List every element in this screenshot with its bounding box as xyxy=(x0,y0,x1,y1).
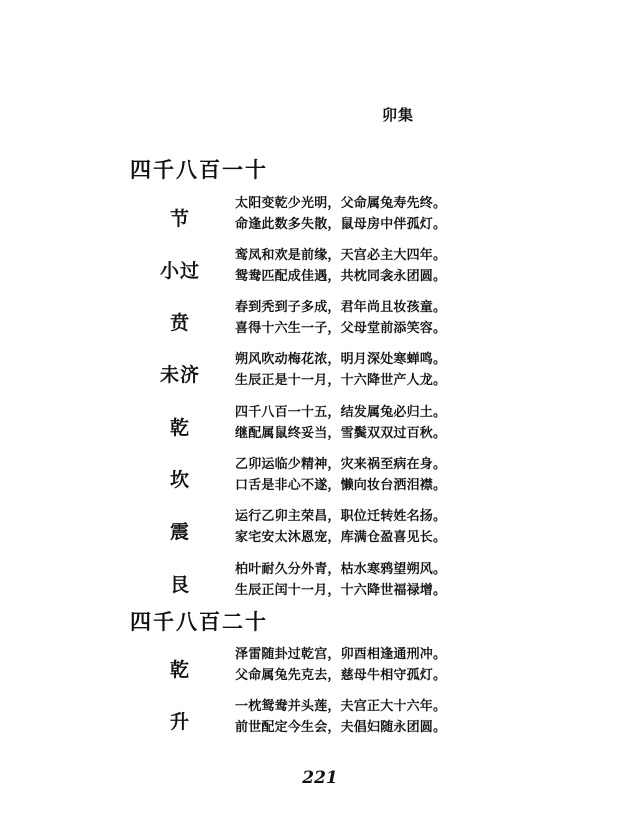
gua-name: 升 xyxy=(169,711,190,733)
verse-line: 喜得十六生一子，父母堂前添笑容。 xyxy=(235,321,447,336)
gua-name: 坎 xyxy=(169,469,190,491)
verse-line: 乙卯运临少精神，灾来祸至病在身。 xyxy=(235,457,447,472)
verse-line: 太阳变乾少光明，父命属兔寿先终。 xyxy=(235,196,447,211)
entry xyxy=(130,348,460,392)
verse-line: 柏叶耐久分外青，枯水寒鸦望朔风。 xyxy=(235,562,447,577)
entry xyxy=(130,244,460,288)
entry xyxy=(130,453,460,497)
gua-name: 未济 xyxy=(159,364,200,386)
gua-name: 乾 xyxy=(169,417,190,439)
entry xyxy=(130,643,460,687)
verse-line: 前世配定今生会，夫倡妇随永团圆。 xyxy=(235,720,447,735)
gua-name: 乾 xyxy=(169,659,190,681)
entry xyxy=(130,505,460,549)
verse-line: 朔风吹动梅花浓，明月深处寒蝉鸣。 xyxy=(235,352,447,367)
running-head: 卯集 xyxy=(382,106,415,124)
verse-line: 口舌是非心不遂，懒向妆台洒泪襟。 xyxy=(235,478,447,493)
gua-name: 贲 xyxy=(169,312,190,334)
page-number: 221 xyxy=(302,768,338,788)
entry xyxy=(130,558,460,602)
entry xyxy=(130,192,460,236)
entry xyxy=(130,695,460,739)
gua-name: 震 xyxy=(169,521,190,543)
verse-line: 家宅安太沐恩宠，库满仓盈喜见长。 xyxy=(235,530,447,545)
verse-line: 运行乙卯主荣昌，职位迁转姓名扬。 xyxy=(235,509,447,524)
gua-name: 节 xyxy=(169,208,190,230)
verse-line: 生辰正是十一月，十六降世产人龙。 xyxy=(235,373,447,388)
verse-line: 生辰正闰十一月，十六降世福禄增。 xyxy=(235,583,447,598)
verse-line: 一枕鸳鸯并头莲，夫宫正大十六年。 xyxy=(235,699,447,714)
verse-line: 鸳鸯匹配成佳遇，共枕同衾永团圆。 xyxy=(235,269,447,284)
verse-line: 命逢此数多失散，鼠母房中伴孤灯。 xyxy=(235,217,447,232)
verse-line: 鸾凤和欢是前缘，天宫必主大四年。 xyxy=(235,248,447,263)
verse-line: 父命属兔先克去，慈母牛相守孤灯。 xyxy=(235,668,447,683)
verse-line: 泽雷随卦过乾宫，卯酉相逢通刑冲。 xyxy=(235,647,447,662)
entry xyxy=(130,296,460,340)
verse-line: 春到秃到子多成，君年尚且妆孩童。 xyxy=(235,300,447,315)
gua-name: 艮 xyxy=(169,574,190,596)
gua-name: 小过 xyxy=(159,260,200,282)
section-title: 四千八百一十 xyxy=(130,157,268,182)
entry xyxy=(130,401,460,445)
verse-line: 继配属鼠终妥当，雪鬓双双过百秋。 xyxy=(235,426,447,441)
section-title: 四千八百二十 xyxy=(130,609,268,634)
verse-line: 四千八百一十五，结发属兔必归土。 xyxy=(235,405,447,420)
